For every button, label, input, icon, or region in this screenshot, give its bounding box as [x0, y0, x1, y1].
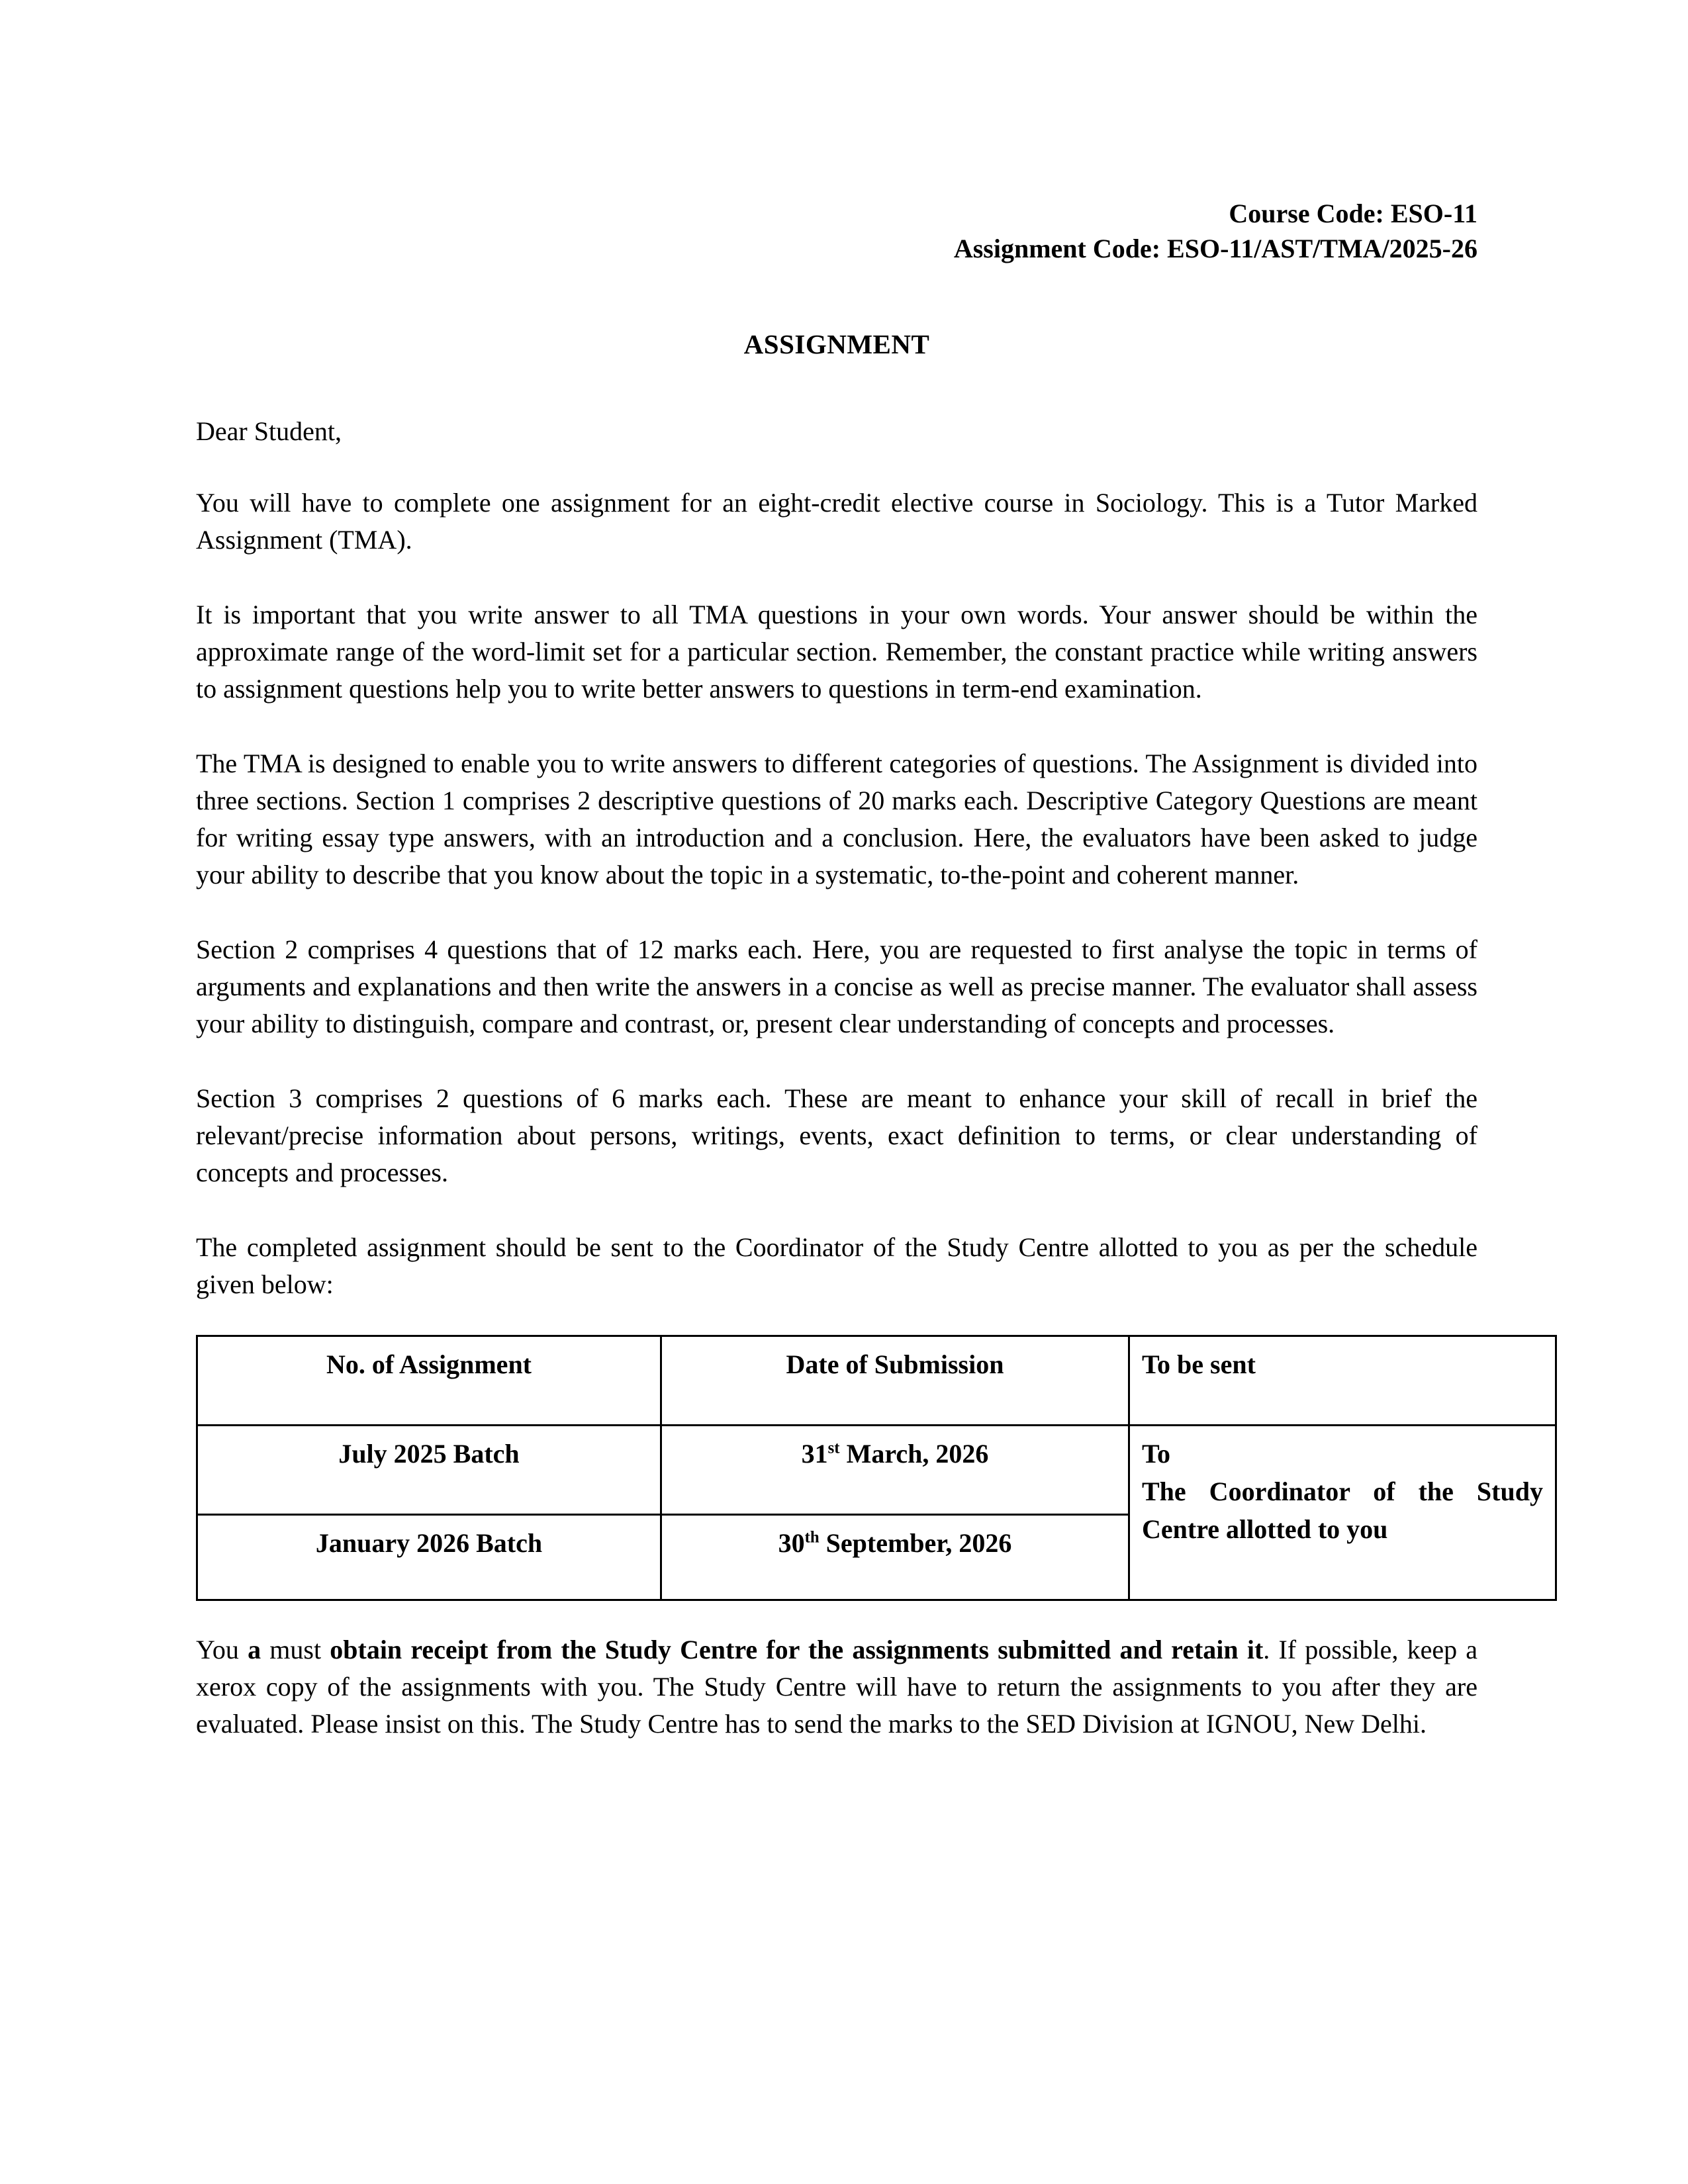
table-header-row — [197, 1336, 1556, 1426]
closing-segment-3: must — [261, 1635, 330, 1665]
date-number: 30 — [778, 1528, 805, 1559]
date-number: 31 — [801, 1439, 828, 1469]
assignment-code-line: Assignment Code: ESO-11/AST/TMA/2025-26 — [953, 234, 1477, 264]
table-cell-to-be-sent-value — [1129, 1426, 1556, 1600]
closing-segment-4-bold: obtain receipt from the Study Centre for the assignments submitted and retain it — [330, 1635, 1264, 1665]
to-be-sent-line-2: The Coordinator of the Study Centre allotted to you — [1142, 1477, 1543, 1544]
table-header-assignment: No. of Assignment — [197, 1336, 661, 1426]
date-suffix: th — [804, 1529, 820, 1547]
date-suffix: st — [827, 1439, 840, 1458]
schedule-table-wrapper — [196, 1303, 1543, 1601]
paragraph-intro: You will have to complete one assignment for an eight-credit elective course in Sociology. This is a Tutor Marked Assignment (TMA). — [196, 488, 1477, 555]
course-code-line: Course Code: ESO-11 — [1229, 199, 1477, 228]
table-cell-assignment-january: January 2026 Batch — [197, 1515, 661, 1600]
paragraph-section-3: Section 3 comprises 2 questions of 6 marks each. These are meant to enhance your skill of recall in brief the relevant/precise information about persons, writings, events, exact definition to terms, or clear understanding of concepts and processes. — [196, 1083, 1477, 1188]
paragraph-own-words: It is important that you write answer to all TMA questions in your own words. Your answer should be within the approximate range of the word-limit set for a particular section. Remember, the constant practice while writing answers to assignment questions help you to write better answers to questions in term-end examination. — [196, 600, 1477, 704]
to-be-sent-line-1: To — [1142, 1439, 1171, 1469]
salutation: Dear Student, — [196, 416, 342, 447]
closing-segment-1: You — [196, 1635, 248, 1665]
paragraph-section-2: Section 2 comprises 4 questions that of 12 marks each. Here, you are requested to first analyse the topic in terms of arguments and explanations and then write the answers in a concise as well as precise manner. The evaluator shall assess your ability to distinguish, compare and contrast, or, present clear understanding of concepts and processes. — [196, 934, 1477, 1039]
table-row — [197, 1426, 1556, 1515]
table-cell-date-january — [661, 1515, 1129, 1600]
closing-segment-2-bold: a — [248, 1635, 261, 1665]
closing-segment-5: . If possible, keep a xerox copy of the assignments with you. The Study Centre will have to return the assignments to you after they are evaluated. Please insist on this. The Study Centre has to send the marks to the SED Division at IGNOU, New Delhi. — [196, 1635, 1478, 1739]
date-rest: September, 2026 — [819, 1528, 1012, 1559]
date-rest: March, 2026 — [839, 1439, 989, 1469]
table-cell-date-july — [661, 1426, 1129, 1515]
table-cell-assignment-july: July 2025 Batch — [197, 1426, 661, 1515]
table-header-to-be-sent: To be sent — [1129, 1336, 1556, 1426]
page-title: ASSIGNMENT — [743, 329, 930, 360]
table-header-date: Date of Submission — [661, 1336, 1129, 1426]
document-content — [196, 0, 1543, 1743]
paragraph-closing — [196, 1601, 1477, 1743]
schedule-table — [196, 1335, 1557, 1601]
paragraph-categories: The TMA is designed to enable you to write answers to different categories of questions. The Assignment is divided into three sections. Section 1 comprises 2 descriptive questions of 20 marks each. Descriptive Category Questions are meant for writing essay type answers, with an introduction and a conclusion. Here, the evaluators have been asked to judge your ability to describe that you know about the topic in a systematic, to-the-point and coherent manner. — [196, 749, 1477, 890]
paragraph-send-to: The completed assignment should be sent to the Coordinator of the Study Centre allotted to you as per the schedule given below: — [196, 1232, 1477, 1300]
document-header — [196, 0, 1477, 266]
